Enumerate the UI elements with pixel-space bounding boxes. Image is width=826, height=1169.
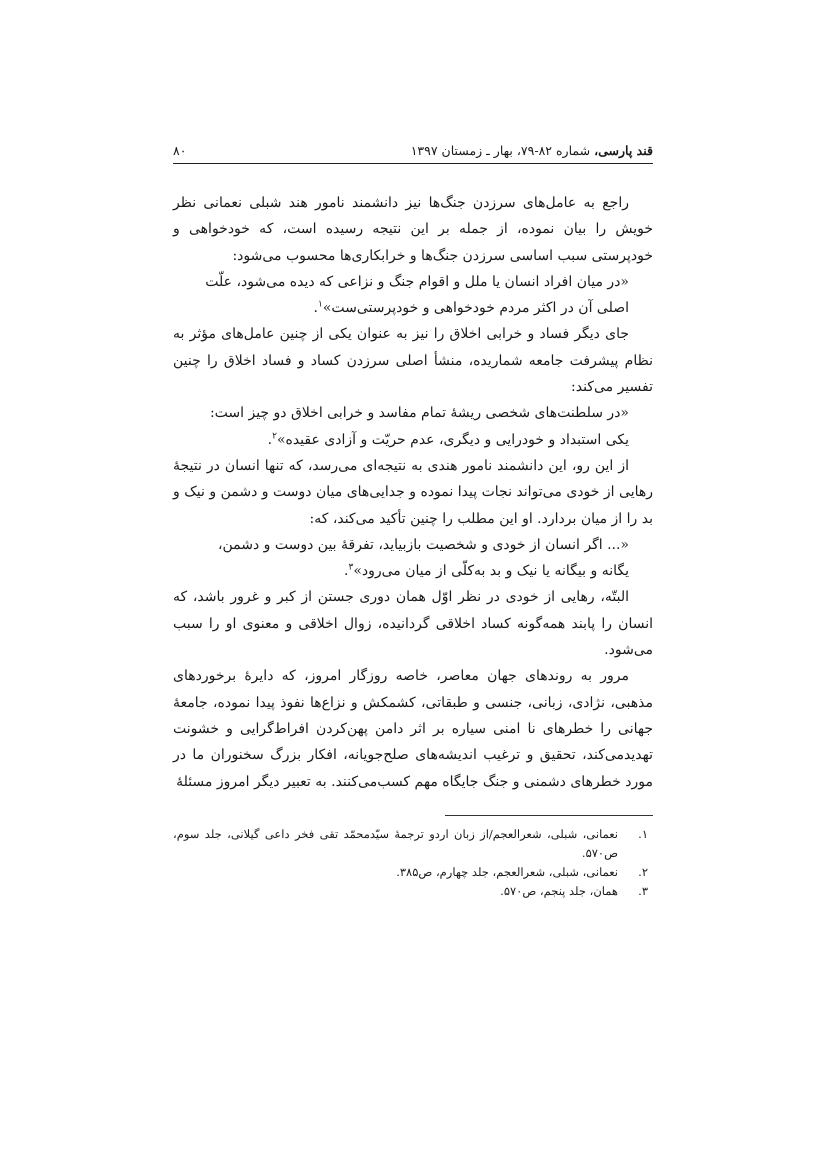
- footnote-ref-2[interactable]: ۲: [272, 431, 277, 442]
- footnote-ref-3[interactable]: ۳: [348, 562, 354, 573]
- paragraph-5: مرور به روندهای جهان معاصر، خاصه روزگار امروز، که دایرهٔ برخوردهای مذهبی، نژادی، زبانی، جنسی و طبقاتی، کشمکش و نزاع‌ها نفوذ پیدا نموده، جامعهٔ جهانی را خطرهای نا امنی سیاره بر اثر دامن پهن‌کردن افراط‌گرایی و خشونت تهدیدمی‌کند، تحقیق و ترغیب اندیشه‌های صلح‌جویانه، افکار بزرگ سخنوران ما در مورد خطرهای دشمنی و جنگ جایگاه مهم کسب‌می‌کنند. به تعبیر دیگر امروز مسئلهٔ: [173, 668, 653, 790]
- quote-3: [173, 532, 653, 585]
- quote-2: [173, 400, 653, 453]
- footnote-3: [173, 882, 653, 901]
- quote-3-line-2-text: یگانه و بیگانه یا نیک و بد به‌کلّی از میان می‌رود»: [353, 563, 629, 580]
- paragraph-2: جای دیگر فساد و خرابی اخلاق را نیز به عنوان یکی از چنین عامل‌های مؤثر به نظام پیشرفت جامعه شماریده، منشأ اصلی سرزدن کساد و فساد اخلاق را چنین تفسیر می‌کند:: [173, 326, 653, 396]
- paragraph-1: راجع به عامل‌های سرزدن جنگ‌ها نیز دانشمند نامور هند شبلی نعمانی نظر خویش را بیان نموده، از جمله بر این نتیجه رسیده است، که خودخواهی و خودپرستی سبب اساسی سرزدن جنگ‌ها و خرابکاری‌ها محسوب می‌شود:: [173, 195, 653, 264]
- footnote-text: نعمانی، شبلی، شعرالعجم/از زبان اردو ترجمهٔ سیّدمحمّد تقی فخر داعی گیلانی، جلد سوم، ص۵۷۰.: [173, 827, 618, 860]
- quote-2-line-2: یکی استبداد و خودرایی و دیگری، عدم حریّت و آزادی عقیده»$^۲$.: [267, 431, 629, 448]
- paragraph-4: البتّه، رهایی از خودی در نظر اوّل همان دوری جستن از کبر و غرور باشد، که انسان را پابند همه‌گونه کساد اخلاقی گردانیده، زوال اخلاقی و معنوی او را سبب می‌شود.: [173, 589, 653, 659]
- quote-3-line-2: یگانه و بیگانه یا نیک و بد به‌کلّی از میان می‌رود»$^۳$.: [344, 562, 629, 580]
- running-header: [173, 141, 653, 164]
- page-number: ۸۰: [173, 143, 187, 158]
- quote-2-line-2-text: یکی استبداد و خودرایی و دیگری، عدم حریّت و آزادی عقیده»: [276, 431, 629, 448]
- quote-2-line-1: «در سلطنت‌های شخصی ریشهٔ تمام مفاسد و خرابی اخلاق دو چیز است:: [209, 405, 629, 422]
- footnote-2: [173, 863, 653, 882]
- footnote-ref-1[interactable]: ۱: [318, 299, 323, 310]
- footnote-1: [173, 825, 653, 863]
- footnote-text: نعمانی، شبلی، شعرالعجم، جلد چهارم، ص۳۸۵.: [396, 865, 618, 879]
- main-text: [173, 190, 653, 795]
- footnote-number: ۳.: [638, 884, 648, 898]
- quote-1: [173, 269, 653, 322]
- journal-citation: [411, 143, 653, 158]
- quote-1-line-2-text: اصلی آن در اکثر مردم خودخواهی و خودپرستی‌ست»: [322, 300, 629, 317]
- quote-1-line-1: «در میان افراد انسان یا ملل و اقوام جنگ و نزاعی که دیده می‌شود، علّت: [205, 273, 629, 290]
- journal-name: قند پارسی،: [594, 143, 653, 158]
- issue-info: شماره ۸۲-۷۹، بهار ـ زمستان ۱۳۹۷: [410, 143, 591, 158]
- footnote-number: ۱.: [638, 827, 648, 841]
- quote-3-line-1: «... اگر انسان از خودی و شخصیت بازبیاید، تفرقهٔ بین دوست و دشمن،: [217, 536, 629, 553]
- footnote-separator: [445, 815, 653, 816]
- quote-1-line-2: اصلی آن در اکثر مردم خودخواهی و خودپرستی‌ست»$^۱$.: [313, 299, 629, 317]
- footnote-number: ۲.: [638, 865, 648, 879]
- footnotes: [173, 825, 653, 901]
- footnote-text: همان، جلد پنجم، ص۵۷۰.: [500, 884, 618, 898]
- paragraph-3: از این رو، این دانشمند نامور هندی به نتیجه‌ای می‌رسد، که تنها انسان در نتیجهٔ رهایی از خودی می‌تواند نجات پیدا نموده و جدایی‌های میان دوست و دشمن و نیک و بد را از میان بردارد. او این مطلب را چنین تأکید می‌کند، که:: [173, 457, 653, 527]
